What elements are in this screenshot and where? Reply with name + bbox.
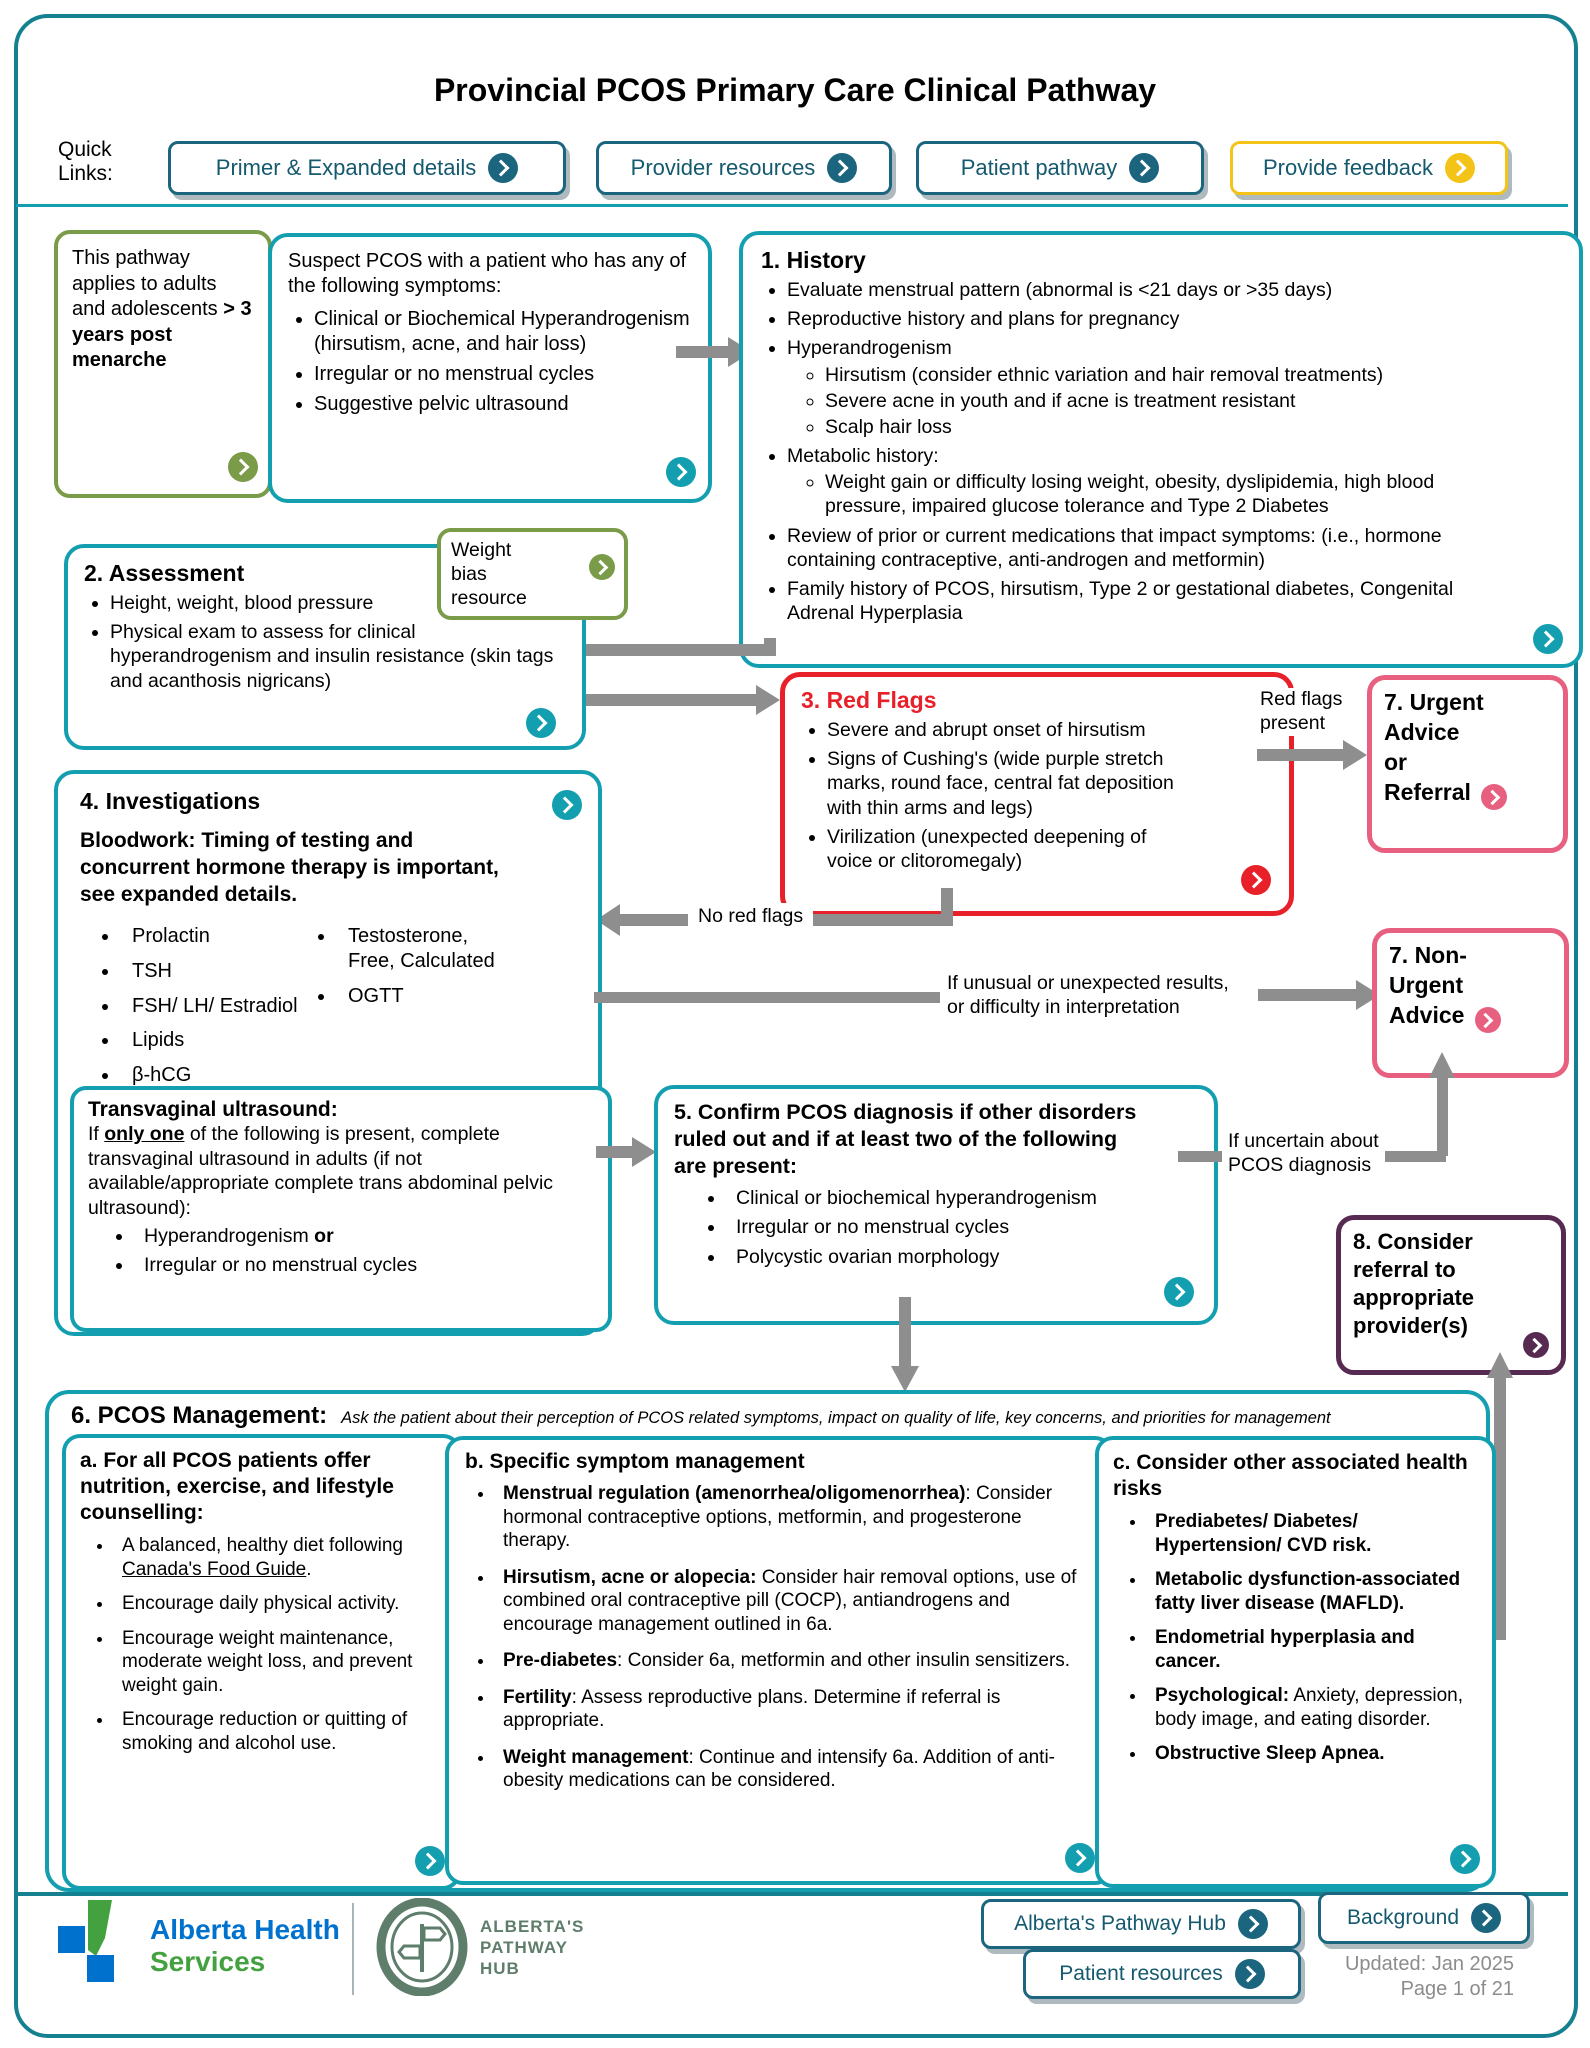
suspect-link-chevron[interactable]	[666, 457, 696, 487]
referral-text: 8. Consider referral to appropriate provider(s)	[1353, 1229, 1475, 1339]
bloodwork-item: • OGTT	[336, 984, 516, 1009]
box-c-item: • Psychological: Anxiety, depression, body image, and eating disorder.	[1147, 1684, 1478, 1731]
chevron-right-icon	[488, 153, 518, 183]
background-button[interactable]	[1318, 1892, 1530, 1944]
box-c-item: • Prediabetes/ Diabetes/ Hypertension/ CVD risk.	[1147, 1510, 1478, 1557]
investigations-title: 4. Investigations	[80, 788, 261, 814]
box-a-item: • Encourage reduction or quitting of smoking and alcohol use.	[114, 1708, 443, 1755]
box-a-link-chevron[interactable]	[415, 1846, 445, 1876]
alberta-health-services-logo	[56, 1900, 138, 1984]
assessment-title: 2. Assessment	[84, 560, 245, 586]
management-box-b	[445, 1436, 1113, 1885]
management-subtitle: Ask the patient about their perception of PCOS related symptoms, impact on quality of life, key concerns, and priorities for management	[341, 1409, 1331, 1427]
applies-text: This pathway applies to adults and adolescents	[72, 247, 224, 321]
history-item: • Hyperandrogenism ◦ Hirsutism (consider ethnic variation and hair removal treatments) ◦ Severe acne in youth and if acne is treatment resistant ◦ Scalp hair loss	[787, 336, 1561, 439]
chevron-right-icon	[1471, 1903, 1501, 1933]
arrow-shaft	[1258, 989, 1358, 1001]
chevron-right-icon	[1235, 1959, 1265, 1989]
box-b-item: • Menstrual regulation (amenorrhea/oligomenorrhea): Consider hormonal contraceptive options, metformin, and progesterone therapy.	[495, 1482, 1093, 1553]
tvus-title: Transvaginal ultrasound:	[88, 1098, 338, 1121]
investigations-box	[54, 770, 602, 1336]
provider-resources-label: Provider resources	[630, 155, 816, 180]
urgent-advice-box	[1367, 675, 1568, 853]
urgent-line: 7. Urgent	[1384, 689, 1484, 715]
arrow-shaft	[1437, 1076, 1448, 1156]
primer-expanded-details-label: Primer & Expanded details	[215, 155, 477, 180]
background-label: Background	[1346, 1906, 1460, 1929]
bloodwork-item: • Testosterone, Free, Calculated	[336, 924, 516, 974]
assessment-link-chevron[interactable]	[526, 708, 556, 738]
provide-feedback-label: Provide feedback	[1263, 155, 1433, 180]
no-red-flags-label: No red flags	[688, 903, 813, 931]
suspect-intro: Suspect PCOS with a patient who has any of the following symptoms:	[288, 250, 686, 298]
arrow-head-up	[1429, 1052, 1455, 1078]
confirm-link-chevron[interactable]	[1164, 1277, 1194, 1307]
chevron-right-icon	[827, 153, 857, 183]
provide-feedback-button[interactable]	[1230, 141, 1508, 195]
patient-pathway-label: Patient pathway	[960, 155, 1118, 180]
page-number: Page 1 of 21	[1400, 1978, 1514, 2000]
urgent-line: Advice	[1384, 718, 1460, 745]
history-subitem: ◦ Weight gain or difficulty losing weight, obesity, dyslipidemia, high blood pressure, impaired glucose tolerance and Type 2 Diabetes	[825, 470, 1505, 518]
management-box-a	[62, 1434, 461, 1890]
box-c-item: • Obstructive Sleep Apnea.	[1147, 1742, 1478, 1766]
tvus-item: • Hyperandrogenism or	[134, 1224, 594, 1248]
history-item: • Reproductive history and plans for pregnancy	[787, 307, 1561, 331]
bloodwork-item: • Prolactin	[120, 924, 298, 949]
chevron-right-icon	[1129, 153, 1159, 183]
investigations-note: Bloodwork: Timing of testing and concurrent hormone therapy is important, see expanded details.	[80, 829, 499, 906]
suspect-item: • Irregular or no menstrual cycles	[314, 362, 692, 387]
bloodwork-item: • Lipids	[120, 1028, 298, 1053]
suspect-pcos-box	[268, 233, 712, 503]
suspect-item: • Suggestive pelvic ultrasound	[314, 392, 692, 417]
updated-date: Updated: Jan 2025	[1344, 1953, 1514, 1975]
red-flag-item: • Virilization (unexpected deepening of voice or clitoromegaly)	[827, 825, 1147, 873]
assessment-item: • Height, weight, blood pressure	[110, 591, 566, 615]
box-a-title: a. For all PCOS patients offer nutrition, exercise, and lifestyle counselling:	[80, 1449, 394, 1525]
confirm-title: 5. Confirm PCOS diagnosis if other disorders ruled out and if at least two of the following are present:	[674, 1100, 1137, 1179]
history-item: • Metabolic history: ◦ Weight gain or difficulty losing weight, obesity, dyslipidemia, high blood pressure, impaired glucose tolerance and Type 2 Diabetes	[787, 444, 1561, 519]
albertas-pathway-hub-button[interactable]	[981, 1899, 1301, 1949]
arrow-shaft	[596, 1146, 634, 1158]
arrow-shaft	[568, 644, 776, 656]
arrow-head-right	[1343, 740, 1367, 770]
non-urgent-line: Urgent	[1389, 971, 1464, 998]
assessment-item: • Physical exam to assess for clinical hyperandrogenism and insulin resistance (skin tags and acanthosis nigricans)	[110, 620, 566, 693]
box-c-item: • Metabolic dysfunction-associated fatty liver disease (MAFLD).	[1147, 1568, 1478, 1615]
weight-bias-label: Weight bias resource	[451, 539, 527, 609]
non-urgent-line: Advice	[1389, 1001, 1552, 1034]
primer-expanded-details-button[interactable]	[168, 141, 566, 195]
patient-resources-label: Patient resources	[1059, 1962, 1223, 1985]
arrow-shaft	[1257, 749, 1345, 761]
hub-logo-text-line2: PATHWAY	[480, 1938, 568, 1957]
investigations-link-chevron[interactable]	[552, 790, 582, 820]
chevron-right-icon	[1445, 153, 1475, 183]
non-urgent-line: 7. Non-	[1389, 942, 1467, 968]
header-divider	[16, 204, 1568, 207]
box-a-item: • Encourage daily physical activity.	[114, 1592, 443, 1616]
tvus-text: If only one of the following is present, complete transvaginal ultrasound in adults (if not available/appropriate complete trans abdominal pelvic ultrasound):	[88, 1123, 554, 1219]
weight-bias-link-chevron[interactable]	[589, 554, 615, 580]
arrow-shaft	[594, 992, 940, 1003]
unusual-results-label: If unusual or unexpected results, or difficulty in interpretation	[947, 972, 1229, 1018]
arrow-head-up	[1487, 1352, 1513, 1378]
box-c-link-chevron[interactable]	[1450, 1844, 1480, 1874]
albertas-pathway-hub-label: Alberta's Pathway Hub	[1014, 1912, 1226, 1935]
arrow-shaft	[676, 346, 728, 358]
bloodwork-item: • FSH/ LH/ Estradiol	[120, 994, 298, 1019]
box-b-item: • Hirsutism, acne or alopecia: Consider hair removal options, use of combined oral contraceptive pill (COCP), antiandrogens and encourage management outlined in 6a.	[495, 1566, 1093, 1637]
pcos-management-box	[45, 1390, 1490, 1892]
red-flags-title: 3. Red Flags	[801, 687, 937, 713]
confirm-diagnosis-box	[654, 1085, 1218, 1325]
red-flags-present-label: Red flags present	[1260, 688, 1370, 736]
box-c-title: c. Consider other associated health risks	[1113, 1451, 1468, 1501]
non-urgent-link-chevron[interactable]	[1475, 1007, 1501, 1033]
bloodwork-item: • β-hCG	[120, 1063, 298, 1088]
non-urgent-advice-box	[1372, 928, 1569, 1078]
confirm-item: • Irregular or no menstrual cycles	[726, 1215, 1198, 1239]
suspect-item: • Clinical or Biochemical Hyperandrogenism (hirsutism, acne, and hair loss)	[314, 307, 692, 357]
transvaginal-ultrasound-box	[70, 1086, 612, 1332]
box-a-item: • Encourage weight maintenance, moderate weight loss, and prevent weight gain.	[114, 1627, 443, 1698]
red-flag-item: • Signs of Cushing's (wide purple stretch marks, round face, central fat deposition with thin arms and legs)	[827, 747, 1197, 820]
provider-resources-button[interactable]	[596, 141, 892, 195]
pathway-hub-logo	[376, 1898, 468, 1996]
quick-links-label: Quick Links:	[58, 138, 113, 185]
tvus-item: • Irregular or no menstrual cycles	[134, 1253, 594, 1277]
box-b-item: • Fertility: Assess reproductive plans. Determine if referral is appropriate.	[495, 1686, 1093, 1733]
box-c-item: • Endometrial hyperplasia and cancer.	[1147, 1626, 1478, 1673]
box-b-item: • Pre-diabetes: Consider 6a, metformin and other insulin sensitizers.	[495, 1649, 1093, 1673]
patient-resources-button[interactable]	[1023, 1949, 1301, 1999]
management-box-c	[1095, 1436, 1496, 1888]
history-link-chevron[interactable]	[1533, 624, 1563, 654]
hub-logo-text-line1: ALBERTA'S	[480, 1917, 585, 1936]
history-box	[739, 231, 1583, 668]
hub-logo-text-line3: HUB	[480, 1959, 520, 1978]
history-title: 1. History	[761, 247, 866, 273]
weight-bias-resource-box	[437, 528, 628, 620]
page-title: Provincial PCOS Primary Care Clinical Pathway	[433, 72, 1157, 108]
arrow-shaft	[899, 1297, 911, 1369]
history-item: • Family history of PCOS, hirsutism, Type 2 or gestational diabetes, Congenital Adrenal Hyperplasia	[787, 577, 1467, 625]
uncertain-label: If uncertain about PCOS diagnosis	[1222, 1128, 1385, 1180]
applies-bold: > 3 years post menarche	[72, 298, 252, 372]
chevron-right-icon	[1238, 1909, 1268, 1939]
box-b-item: • Weight management: Continue and intensify 6a. Addition of anti-obesity medications can be considered.	[495, 1746, 1093, 1793]
consider-referral-box	[1336, 1215, 1566, 1375]
applies-box	[54, 230, 272, 498]
confirm-item: • Clinical or biochemical hyperandrogenism	[726, 1186, 1198, 1210]
history-subitem: ◦ Severe acne in youth and if acne is treatment resistant	[825, 389, 1561, 413]
footer-logo-divider	[352, 1903, 354, 1995]
box-b-title: b. Specific symptom management	[465, 1450, 805, 1473]
confirm-item: • Polycystic ovarian morphology	[726, 1245, 1198, 1269]
history-item: • Review of prior or current medications that impact symptoms: (i.e., hormone containing contraceptive, anti-androgen and metformin)	[787, 524, 1507, 572]
arrow-head-right	[756, 685, 780, 715]
patient-pathway-button[interactable]	[916, 141, 1204, 195]
management-title: 6. PCOS Management:	[71, 1402, 328, 1429]
red-flags-box	[780, 672, 1294, 916]
box-a-item: • A balanced, healthy diet following Canada's Food Guide.	[114, 1534, 443, 1581]
box-b-link-chevron[interactable]	[1065, 1843, 1095, 1873]
arrow-head-down	[891, 1366, 919, 1392]
referral-link-chevron[interactable]	[1523, 1332, 1549, 1358]
ahs-wordmark-line2: Services	[150, 1946, 266, 1977]
urgent-link-chevron[interactable]	[1481, 784, 1507, 810]
urgent-line: or	[1384, 748, 1407, 775]
applies-link-chevron[interactable]	[228, 452, 258, 482]
history-subitem: ◦ Scalp hair loss	[825, 415, 1561, 439]
history-subitem: ◦ Hirsutism (consider ethnic variation and hair removal treatments)	[825, 363, 1561, 387]
canadas-food-guide-link[interactable]: Canada's Food Guide	[122, 1558, 307, 1580]
red-flags-link-chevron[interactable]	[1241, 865, 1271, 895]
bloodwork-item: • TSH	[120, 959, 298, 984]
ahs-wordmark-line1: Alberta Health	[150, 1914, 340, 1945]
urgent-line: Referral	[1384, 778, 1551, 811]
history-item: • Evaluate menstrual pattern (abnormal is <21 days or >35 days)	[787, 278, 1561, 302]
arrow-head-right	[632, 1137, 656, 1167]
red-flag-item: • Severe and abrupt onset of hirsutism	[827, 718, 1273, 742]
